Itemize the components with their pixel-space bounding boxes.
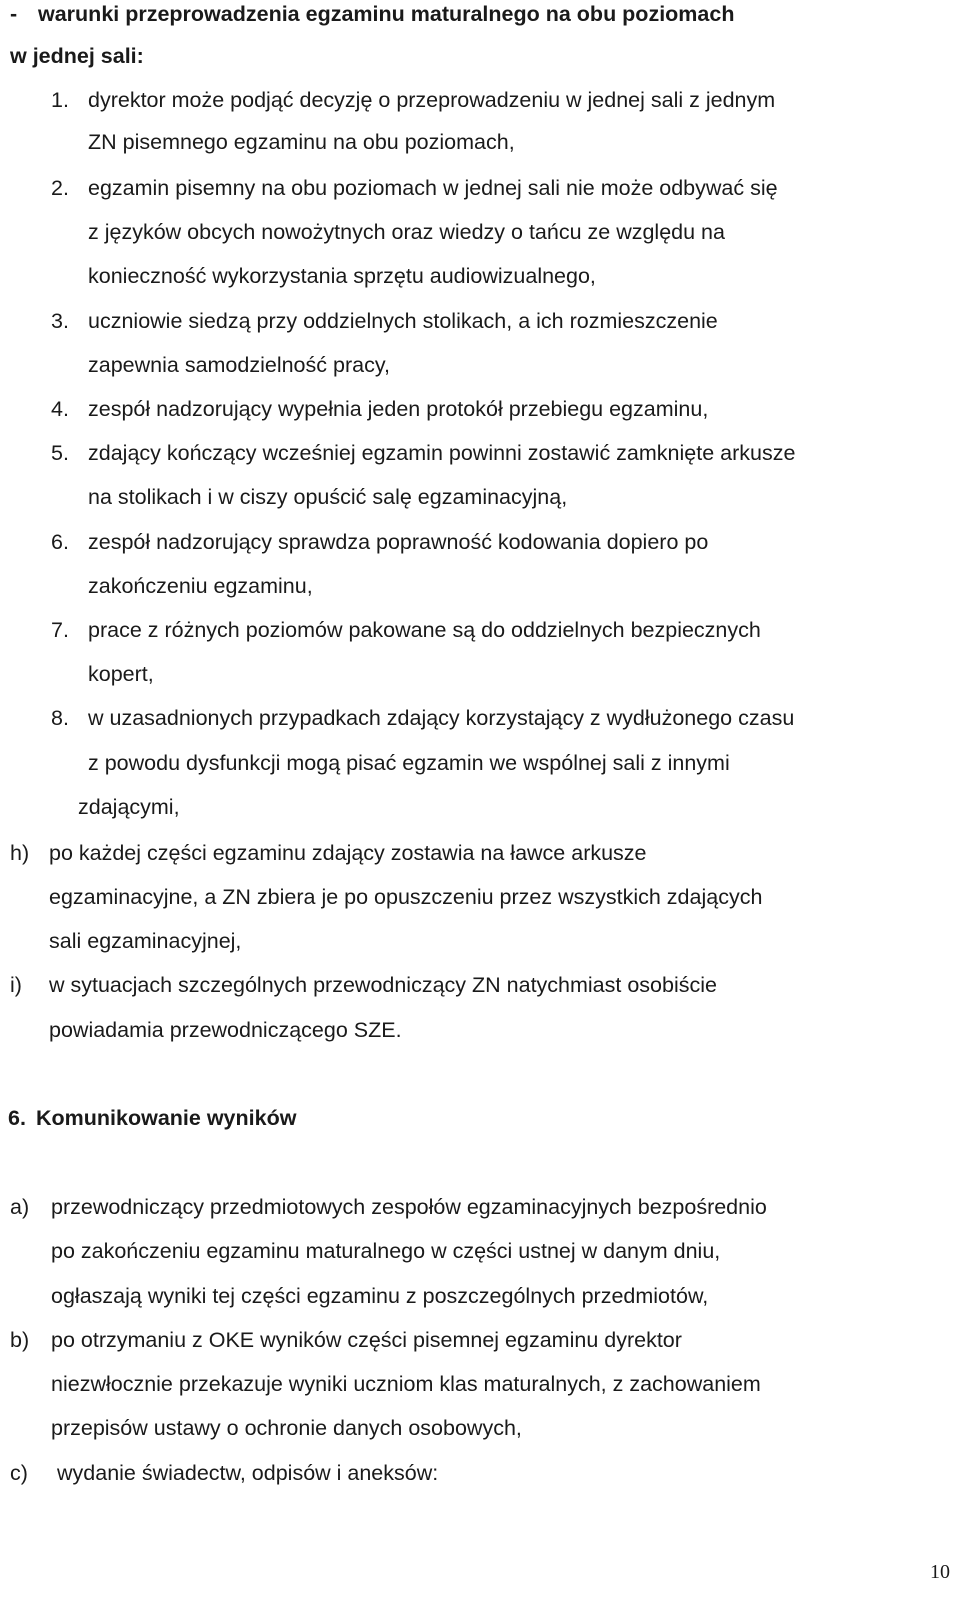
list-item-text: przewodniczący przedmiotowych zespołów egzaminacyjnych bezpośrednio: [51, 1195, 767, 1219]
list-item-number: 7.: [51, 618, 69, 642]
list-item-text: egzamin pisemny na obu poziomach w jednej sali nie może odbywać się: [88, 176, 778, 200]
intro-dash: -: [10, 2, 18, 26]
list-item-text: egzaminacyjne, a ZN zbiera je po opuszczeniu przez wszystkich zdających: [49, 885, 763, 909]
list-item-letter: c): [10, 1461, 28, 1485]
list-item-text: ZN pisemnego egzaminu na obu poziomach,: [88, 130, 515, 154]
intro-heading-line-2: w jednej sali:: [10, 44, 144, 68]
list-item-text: zespół nadzorujący sprawdza poprawność kodowania dopiero po: [88, 530, 709, 554]
list-item-text: powiadamia przewodniczącego SZE.: [49, 1018, 402, 1042]
section-number: 6.: [8, 1106, 26, 1130]
list-item-letter: a): [10, 1195, 30, 1219]
list-item-text: zdającymi,: [78, 795, 180, 819]
list-item-text: niezwłocznie przekazuje wyniki uczniom klas maturalnych, z zachowaniem: [51, 1372, 761, 1396]
list-item-letter: h): [10, 841, 30, 865]
list-item-text: prace z różnych poziomów pakowane są do oddzielnych bezpiecznych: [88, 618, 761, 642]
list-item-text: z języków obcych nowożytnych oraz wiedzy o tańcu ze względu na: [88, 220, 725, 244]
list-item-text: zakończeniu egzaminu,: [88, 574, 313, 598]
list-item-text: zespół nadzorujący wypełnia jeden protokół przebiegu egzaminu,: [88, 397, 709, 421]
list-item-text: na stolikach i w ciszy opuścić salę egzaminacyjną,: [88, 485, 568, 509]
list-item-text: zdający kończący wcześniej egzamin powinni zostawić zamknięte arkusze: [88, 441, 796, 465]
list-item-text: wydanie świadectw, odpisów i aneksów:: [57, 1461, 439, 1485]
list-item-number: 5.: [51, 441, 69, 465]
list-item-text: po każdej części egzaminu zdający zostawia na ławce arkusze: [49, 841, 647, 865]
list-item-number: 2.: [51, 176, 69, 200]
list-item-letter: b): [10, 1328, 30, 1352]
list-item-number: 6.: [51, 530, 69, 554]
page-number: 10: [930, 1561, 950, 1583]
list-item-number: 1.: [51, 88, 69, 112]
list-item-text: z powodu dysfunkcji mogą pisać egzamin we wspólnej sali z innymi: [88, 751, 730, 775]
list-item-number: 4.: [51, 397, 69, 421]
list-item-text: w sytuacjach szczególnych przewodniczący ZN natychmiast osobiście: [49, 973, 717, 997]
list-item-text: w uzasadnionych przypadkach zdający korzystający z wydłużonego czasu: [88, 706, 795, 730]
list-item-number: 8.: [51, 706, 69, 730]
section-title: Komunikowanie wyników: [36, 1106, 297, 1130]
list-item-number: 3.: [51, 309, 69, 333]
list-item-text: po zakończeniu egzaminu maturalnego w części ustnej w danym dniu,: [51, 1239, 721, 1263]
list-item-text: konieczność wykorzystania sprzętu audiowizualnego,: [88, 264, 596, 288]
list-item-text: uczniowie siedzą przy oddzielnych stolikach, a ich rozmieszczenie: [88, 309, 718, 333]
intro-heading-line-1: warunki przeprowadzenia egzaminu maturalnego na obu poziomach: [38, 2, 735, 26]
list-item-text: dyrektor może podjąć decyzję o przeprowadzeniu w jednej sali z jednym: [88, 88, 776, 112]
list-item-letter: i): [10, 973, 22, 997]
list-item-text: zapewnia samodzielność pracy,: [88, 353, 390, 377]
list-item-text: po otrzymaniu z OKE wyników części pisemnej egzaminu dyrektor: [51, 1328, 682, 1352]
list-item-text: sali egzaminacyjnej,: [49, 929, 242, 953]
list-item-text: przepisów ustawy o ochronie danych osobowych,: [51, 1416, 522, 1440]
list-item-text: kopert,: [88, 662, 154, 686]
list-item-text: ogłaszają wyniki tej części egzaminu z poszczególnych przedmiotów,: [51, 1284, 709, 1308]
